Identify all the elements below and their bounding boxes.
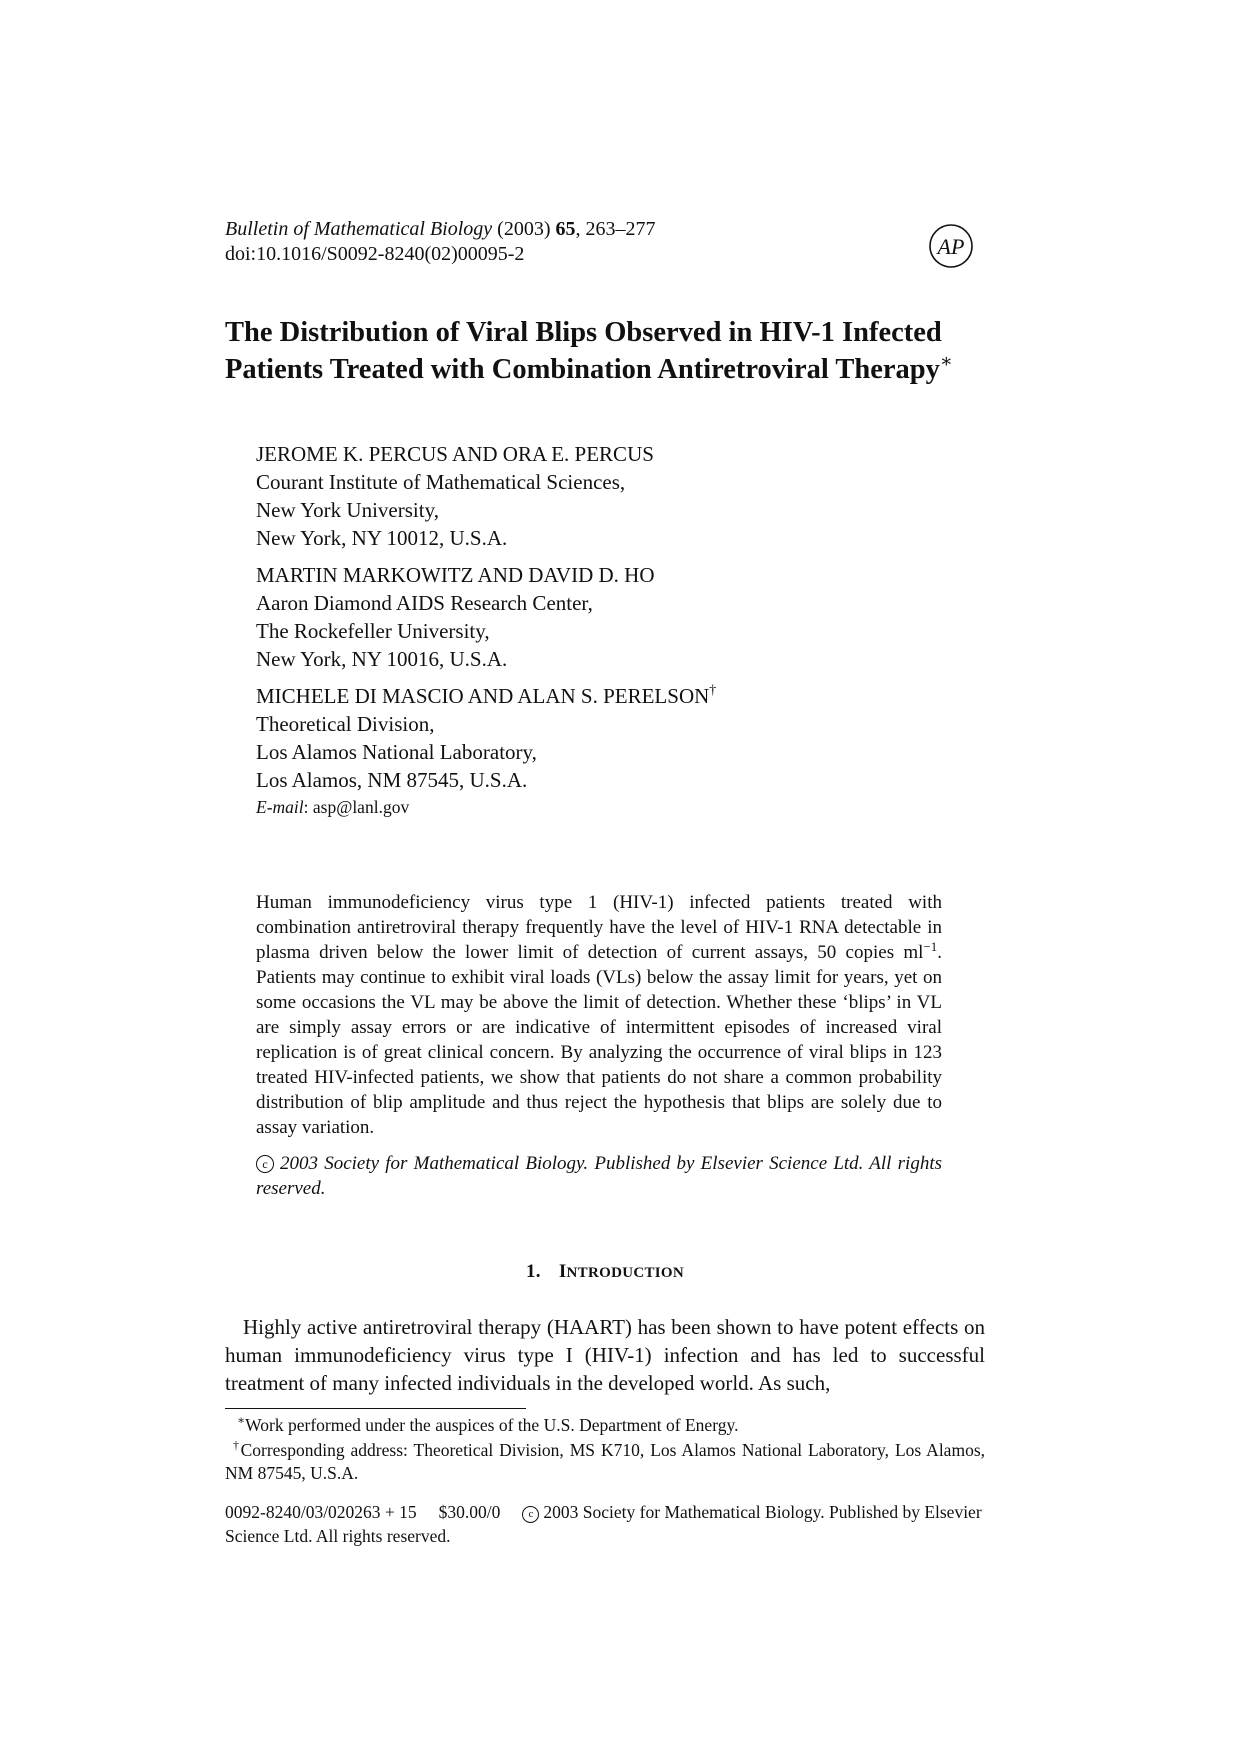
affiliation-line: New York, NY 10012, U.S.A. [256, 526, 508, 550]
footnote: ∗Work performed under the auspices of the U.S. Department of Energy. [237, 1413, 739, 1435]
author-group [256, 561, 716, 673]
footnote: †Corresponding address: Theoretical Division, MS K710, Los Alamos National Laboratory, Los Alamos, NM 87545, U.S.A. [225, 1438, 986, 1483]
footnote-divider [225, 1408, 526, 1409]
affiliation-line: Los Alamos National Laboratory, [256, 740, 537, 764]
author-names: JEROME K. PERCUS AND ORA E. PERCUS [256, 442, 654, 466]
abstract: Human immunodeficiency virus type 1 (HIV-1) infected patients treated with combination antiretroviral therapy frequently have the level of HIV-1 RNA detectable in plasma driven below the lower limit of detection of current assays, 50 copies $ml^{-1}$. Patients may continue to exhibit viral loads (VLs) below the assay limit for years, yet on some occasions the VL may be above the limit of detection. Whether these ‘blips’ in VL are simply assay errors or are indicative of intermittent episodes of increased viral replication is of great clinical concern. By analyzing the occurrence of viral blips in 123 treated HIV-infected patients, we show that patients do not share a common probability distribution of blip amplitude and thus reject the hypothesis that blips are solely due to assay variation. [256, 892, 942, 1138]
section-number: 1. [525, 1261, 541, 1282]
journal-year: (2003) [497, 218, 551, 240]
issn-line: 0092-8240/03/020263 + 15 $30.00/0 c 2003 Society for Mathematical Biology. Published by Elsevier Science Ltd. All rights reserved. [225, 1502, 982, 1546]
affiliation-line: Courant Institute of Mathematical Sciences, [256, 470, 626, 494]
email-line [256, 794, 716, 820]
abstract-copyright: c 2003 Society for Mathematical Biology. Published by Elsevier Science Ltd. All rights reserved. [256, 1153, 942, 1199]
author-names: MARTIN MARKOWITZ AND DAVID D. HO [256, 563, 655, 587]
title-footnote-marker: ∗ [939, 351, 953, 372]
section-title: INTRODUCTION [558, 1261, 685, 1282]
copyright-icon: c [256, 1155, 274, 1173]
issn-code: 0092-8240/03/020263 + 15 [225, 1502, 417, 1522]
affiliation-line: Theoretical Division, [256, 712, 435, 736]
email-label: E-mail [256, 797, 304, 817]
author-list [256, 440, 716, 829]
journal-volume: 65 [555, 218, 576, 240]
affiliation-line: The Rockefeller University, [256, 619, 490, 643]
author-group [256, 440, 716, 552]
affiliation-line: New York, NY 10016, U.S.A. [256, 647, 508, 671]
journal-citation [225, 217, 656, 267]
copyright-icon: c [522, 1506, 539, 1523]
affiliation-line: Aaron Diamond AIDS Research Center, [256, 591, 593, 615]
journal-line [225, 217, 656, 242]
journal-pages: , 263–277 [575, 218, 656, 240]
email-address[interactable]: : asp@lanl.gov [303, 797, 410, 817]
publisher-logo-text: AP [937, 234, 965, 259]
journal-name: Bulletin of Mathematical Biology [225, 218, 493, 240]
footnotes [225, 1414, 985, 1487]
affiliation-line: New York University, [256, 498, 439, 522]
author-names: MICHELE DI MASCIO AND ALAN S. PERELSON† [256, 683, 717, 708]
corresponding-author-marker: † [709, 683, 717, 698]
price: $30.00/0 [438, 1502, 501, 1522]
section-heading [225, 1261, 985, 1283]
affiliation-line: Los Alamos, NM 87545, U.S.A. [256, 768, 528, 792]
paper-title [225, 314, 985, 388]
publisher-logo [928, 223, 974, 269]
intro-paragraph: Highly active antiretroviral therapy (HAART) has been shown to have potent effects on human immunodeficiency virus type I (HIV-1) infection and has led to successful treatment of many infected individuals in the developed world. As such, [225, 1315, 985, 1395]
unit-exponent: −1 [923, 939, 938, 954]
paper-title-text: The Distribution of Viral Blips Observed in HIV-1 Infected Patients Treated with Combination Antiretroviral Therapy [225, 317, 942, 385]
doi: doi:10.1016/S0092-8240(02)00095-2 [225, 243, 525, 265]
author-group [256, 682, 716, 820]
